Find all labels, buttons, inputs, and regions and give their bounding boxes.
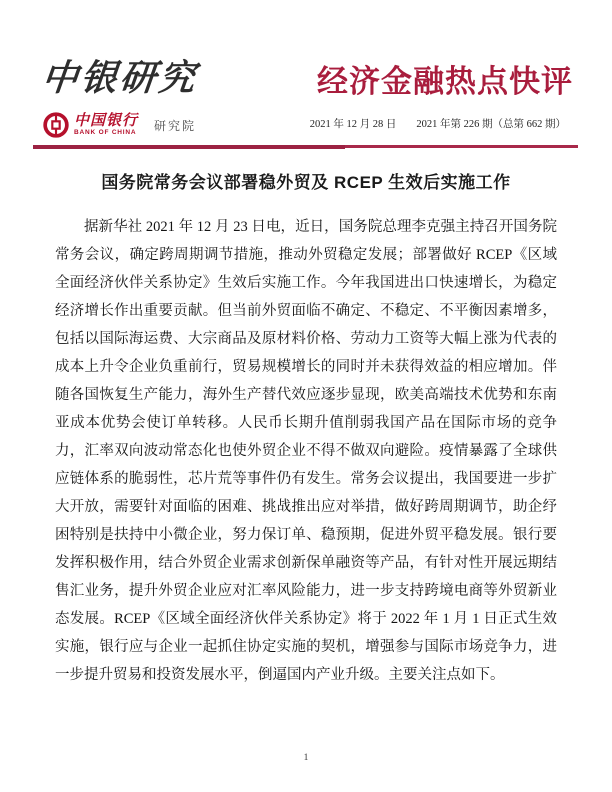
page-number: 1 <box>303 753 309 763</box>
issue-date: 2021 年 12 月 28 日 <box>309 119 397 130</box>
bank-of-china-emblem-icon <box>43 112 69 138</box>
publication-title: 经济金融热点快评 <box>317 64 573 99</box>
header-rule-right-segment <box>345 145 578 148</box>
boc-logo-row <box>43 112 196 138</box>
boc-name-chinese: 中国银行 <box>74 111 139 130</box>
institute-label: 研究院 <box>154 118 197 133</box>
issue-number: 2021 年第 226 期（总第 662 期） <box>416 119 566 130</box>
article-title: 国务院常务会议部署稳外贸及 RCEP 生效后实施工作 <box>101 173 511 192</box>
date-issue-row <box>310 116 566 131</box>
header-rule <box>33 145 578 149</box>
boc-wordmark <box>74 113 138 137</box>
boc-name-english: BANK OF CHINA <box>74 129 137 137</box>
article-body: 据新华社 2021 年 12 月 23 日电，近日，国务院总理李克强主持召开国务院常务会议，确定跨周期调节措施，推动外贸稳定发展；部署做好 RCEP《区域全面经济伙伴关系协定》生效后实施工作。今年我国进出口快速增长，为稳定经济增长作出重要贡献。但当前外贸面临不确定、不稳定、不平衡因素增多，包括以国际海运费、大宗商品及原材料价格、劳动力工资等大幅上涨为代表的成本上升令企业负重前行，贸易规模增长的同时并未获得效益的相应增加。伴随各国恢复生产能力，海外生产替代效应逐步显现，欧美高端技术优势和东南亚成本优势会使订单转移。人民币长期升值削弱我国产品在国际市场的竞争力，汇率双向波动常态化也使外贸企业不得不做双向避险。疫情暴露了全球供应链体系的脆弱性，芯片荒等事件仍有发生。常务会议提出，我国要进一步扩大开放，需要针对面临的困难、挑战推出应对举措，做好跨周期调节，助企纾困特别是扶持中小微企业，努力保订单、稳预期，促进外贸平稳发展。银行要发挥积极作用，结合外贸企业需求创新保单融资等产品，有针对性开展远期结售汇业务，提升外贸企业应对汇率风险能力，进一步支持跨境电商等外贸新业态发展。RCEP《区域全面经济伙伴关系协定》将于 2022 年 1 月 1 日正式生效实施，银行应与企业一起抓住协定实施的契机，增强参与国际市场竞争力，进一步提升贸易和投资发展水平，倒逼国内产业升级。主要关注点如下。 <box>55 219 557 683</box>
zhongyin-research-calligraphy-logo: 中银研究 <box>39 57 200 99</box>
header-rule-left-segment <box>33 145 345 149</box>
